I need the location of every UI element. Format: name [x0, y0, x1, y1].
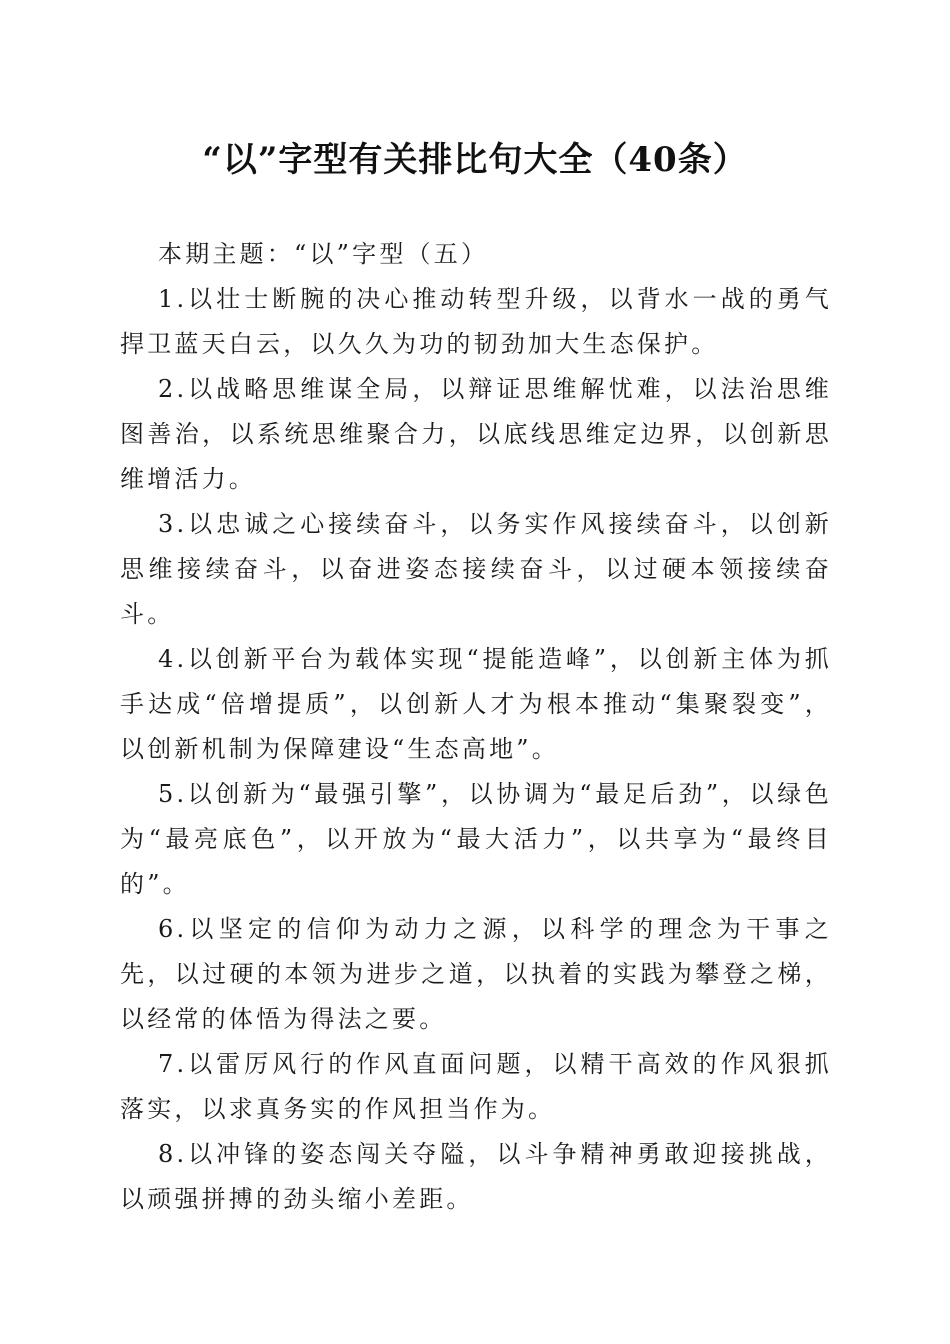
list-item: 4.以创新平台为载体实现“提能造峰”，以创新主体为抓手达成“倍增提质”，以创新人才为根本推动“集聚裂变”，以创新机制为保障建设“生态高地”。	[120, 645, 832, 763]
list-item: 7.以雷厉风行的作风直面问题，以精干高效的作风狠抓落实，以求真务实的作风担当作为。	[120, 1050, 832, 1123]
list-item: 5.以创新为“最强引擎”，以协调为“最足后劲”，以绿色为“最亮底色”，以开放为“最大活力”，以共享为“最终目的”。	[120, 780, 832, 898]
list-item: 3.以忠诚之心接续奋斗，以务实作风接续奋斗，以创新思维接续奋斗，以奋进姿态接续奋斗，以过硬本领接续奋斗。	[120, 510, 832, 628]
list-item: 8.以冲锋的姿态闯关夺隘，以斗争精神勇敢迎接挑战，以顽强拼搏的劲头缩小差距。	[120, 1140, 832, 1213]
list-item: 1.以壮士断腕的决心推动转型升级，以背水一战的勇气捍卫蓝天白云，以久久为功的韧劲加大生态保护。	[120, 285, 832, 358]
list-item: 6.以坚定的信仰为动力之源，以科学的理念为干事之先，以过硬的本领为进步之道，以执着的实践为攀登之梯，以经常的体悟为得法之要。	[120, 915, 832, 1033]
document-title: “以”字型有关排比句大全（40条）	[202, 140, 748, 180]
document-body	[120, 232, 832, 1222]
subject-line: 本期主题：“以”字型（五）	[158, 240, 489, 268]
list-item: 2.以战略思维谋全局，以辩证思维解忧难，以法治思维图善治，以系统思维聚合力，以底线思维定边界，以创新思维增活力。	[120, 375, 832, 493]
